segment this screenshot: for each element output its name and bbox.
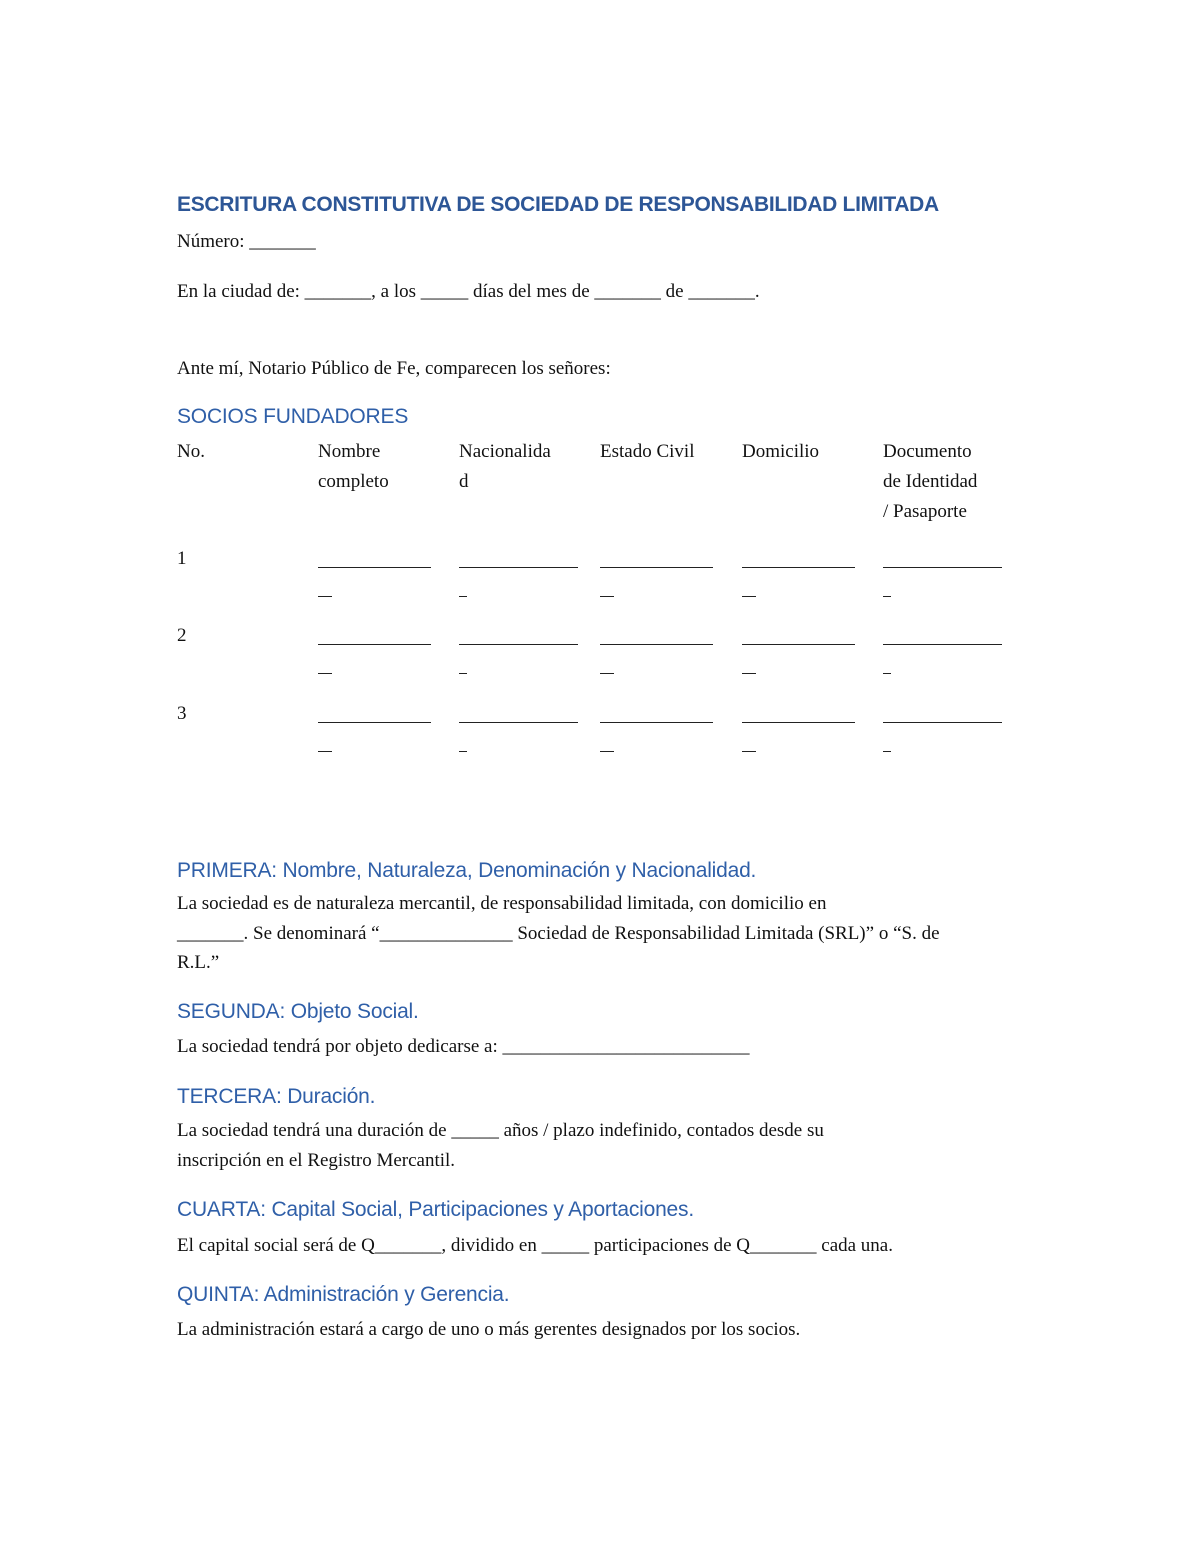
ante-mi-line: Ante mí, Notario Público de Fe, comparecen los señores:	[177, 358, 611, 379]
blank-line	[318, 567, 431, 568]
blank-line-tail	[600, 596, 614, 597]
segunda-heading: SEGUNDA: Objeto Social.	[177, 1000, 419, 1023]
blank-line	[742, 567, 855, 568]
blank-line	[600, 567, 713, 568]
blank-line	[459, 644, 578, 645]
blank-line-tail	[459, 596, 467, 597]
col-header-estado-civil: Estado Civil	[600, 441, 695, 462]
blank-line	[883, 644, 1002, 645]
blank-line-tail	[318, 673, 332, 674]
tercera-heading: TERCERA: Duración.	[177, 1085, 376, 1108]
primera-text-3: R.L.”	[177, 952, 220, 973]
quinta-text-1: La administración estará a cargo de uno o más gerentes designados por los socios.	[177, 1319, 801, 1340]
cuarta-text-1: El capital social será de Q_______, dividido en _____ participaciones de Q_______ cada una.	[177, 1235, 893, 1256]
primera-heading: PRIMERA: Nombre, Naturaleza, Denominación y Nacionalidad.	[177, 859, 757, 882]
blank-line	[318, 722, 431, 723]
tercera-text-1: La sociedad tendrá una duración de _____ años / plazo indefinido, contados desde su	[177, 1120, 824, 1141]
blank-line-tail	[600, 751, 614, 752]
col-header-nacionalidad: Nacionalida d	[459, 441, 551, 492]
segunda-text-1: La sociedad tendrá por objeto dedicarse a: __________________________	[177, 1036, 750, 1057]
col-header-nombre: Nombre completo	[318, 441, 389, 492]
blank-line-tail	[318, 751, 332, 752]
blank-line-tail	[742, 673, 756, 674]
blank-line-tail	[600, 673, 614, 674]
blank-line-tail	[742, 751, 756, 752]
blank-line	[600, 644, 713, 645]
primera-text-2: _______. Se denominará “______________ Sociedad de Responsabilidad Limitada (SRL)” o “S. de	[177, 923, 940, 944]
blank-line-tail	[742, 596, 756, 597]
blank-line	[459, 567, 578, 568]
blank-line	[883, 567, 1002, 568]
socios-heading: SOCIOS FUNDADORES	[177, 405, 409, 428]
tercera-text-2: inscripción en el Registro Mercantil.	[177, 1150, 456, 1171]
cuarta-heading: CUARTA: Capital Social, Participaciones y Aportaciones.	[177, 1198, 694, 1221]
blank-line	[459, 722, 578, 723]
row-number: 1	[177, 548, 187, 569]
col-header-domicilio: Domicilio	[742, 441, 820, 462]
blank-line	[600, 722, 713, 723]
document-title: ESCRITURA CONSTITUTIVA DE SOCIEDAD DE RESPONSABILIDAD LIMITADA	[177, 193, 939, 216]
blank-line-tail	[883, 596, 891, 597]
blank-line	[318, 644, 431, 645]
blank-line	[883, 722, 1002, 723]
row-number: 3	[177, 703, 187, 724]
blank-line	[742, 722, 855, 723]
ciudad-line: En la ciudad de: _______, a los _____ días del mes de _______ de _______.	[177, 281, 760, 302]
blank-line-tail	[459, 673, 467, 674]
blank-line-tail	[883, 673, 891, 674]
primera-text-1: La sociedad es de naturaleza mercantil, de responsabilidad limitada, con domicilio en	[177, 893, 827, 914]
blank-line	[742, 644, 855, 645]
col-header-no: No.	[177, 441, 205, 462]
blank-line-tail	[459, 751, 467, 752]
numero-line: Número: _______	[177, 231, 316, 252]
quinta-heading: QUINTA: Administración y Gerencia.	[177, 1283, 510, 1306]
row-number: 2	[177, 625, 187, 646]
col-header-documento: Documento de Identidad / Pasaporte	[883, 441, 978, 522]
blank-line-tail	[318, 596, 332, 597]
blank-line-tail	[883, 751, 891, 752]
